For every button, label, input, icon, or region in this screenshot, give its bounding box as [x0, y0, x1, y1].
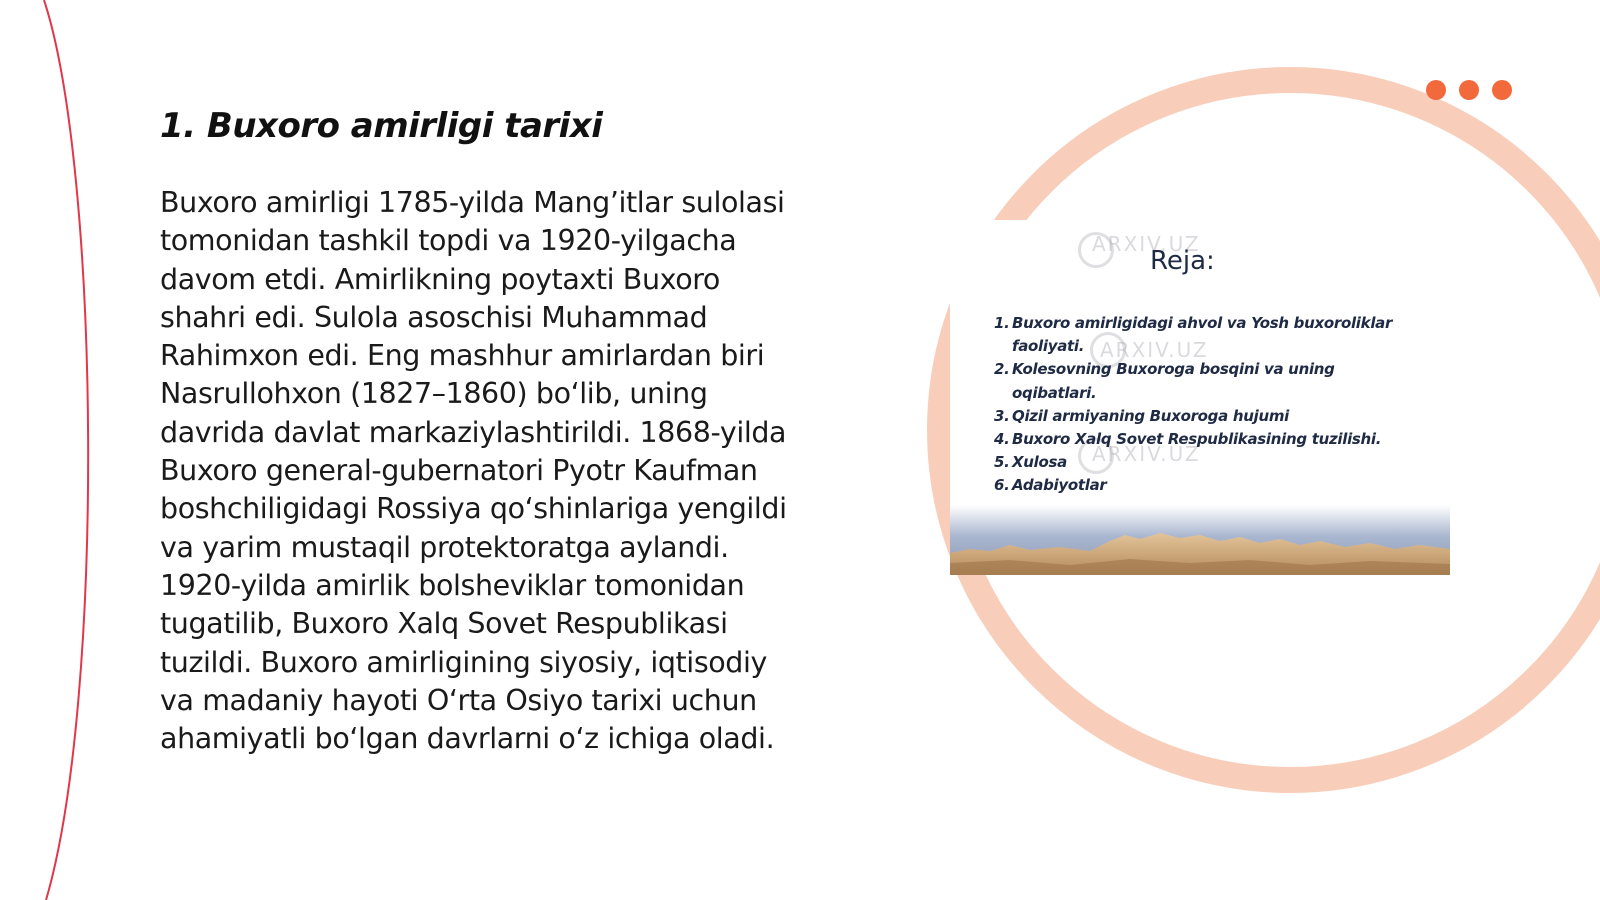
plan-item: [994, 428, 1434, 451]
watermark-text: ARXIV.UZ: [1092, 232, 1201, 256]
slide-thumbnail-image: [950, 220, 1450, 575]
plan-item: [994, 312, 1434, 358]
slide-body-text: Buxoro amirligi 1785-yilda Mang’itlar sulolasi tomonidan tashkil topdi va 1920-yilgacha davom etdi. Amirlikning poytaxti Buxoro shahri edi. Sulola asoschisi Muhammad Rahimxon edi. Eng mashhur amirlardan biri Nasrullohxon (1827–1860) bo‘lib, uning davrida davlat markaziylashtirildi. 1868-yilda Buxoro general-gubernatori Pyotr Kaufman boshchiligidagi Rossiya qo‘shinlariga yengildi va yarim mustaqil protektoratga aylandi. 1920-yilda amirlik bolsheviklar tomonidan tugatilib, Buxoro Xalq Sovet Respublikasi tuzildi. Buxoro amirligining siyosiy, iqtisodiy va madaniy hayoti O‘rta Osiyo tarixi uchun ahamiyatli bo‘lgan davrlarni o‘z ichiga oladi.: [160, 186, 787, 756]
left-curve-line: [44, 0, 88, 900]
plan-item-text: Kolesovning Buxoroga bosqini va uning oqibatlari.: [1012, 360, 1335, 402]
plan-item-text: Qizil armiyaning Buxoroga hujumi: [1012, 406, 1290, 425]
plan-item: [994, 405, 1434, 428]
three-dots-icon: [1426, 80, 1512, 100]
dot-3: [1492, 80, 1512, 100]
plan-item-number: 4.: [994, 430, 1010, 449]
plan-item: [994, 474, 1434, 497]
plan-item-number: 2.: [994, 360, 1010, 379]
watermark-text: ARXIV.UZ: [1092, 442, 1201, 466]
dot-1: [1426, 80, 1446, 100]
thumbnail-title: Reja:: [1150, 246, 1215, 276]
plan-item-number: 6.: [994, 476, 1010, 495]
slide-title: 1. Buxoro amirligi tarixi: [160, 106, 603, 146]
plan-item-number: 5.: [994, 453, 1010, 472]
plan-item-text: Buxoro amirligidagi ahvol va Yosh buxoroliklar faoliyati.: [1012, 314, 1393, 356]
plan-item: [994, 451, 1434, 474]
plan-item-text: Buxoro Xalq Sovet Respublikasining tuzilishi.: [1012, 430, 1382, 449]
plan-item-text: Xulosa: [1012, 453, 1067, 472]
plan-list: [994, 312, 1434, 498]
landscape-banner-image: [950, 505, 1450, 575]
dot-2: [1459, 80, 1479, 100]
plan-item: [994, 358, 1434, 404]
plan-item-number: 1.: [994, 314, 1010, 332]
plan-item-text: Adabiyotlar: [1012, 476, 1107, 495]
plan-item-number: 3.: [994, 406, 1010, 425]
watermark-text: ARXIV.UZ: [1100, 338, 1209, 362]
